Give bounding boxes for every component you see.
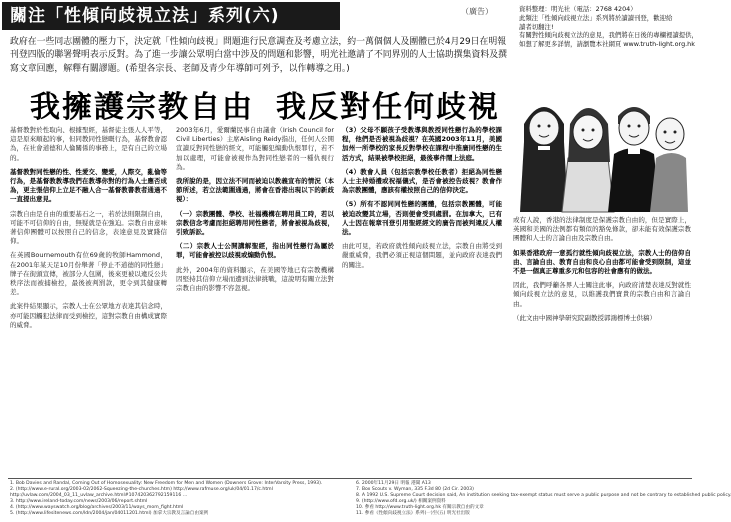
footnote: 9. (http://www.ofd.org.uk/) 相關案例資料 (356, 498, 446, 504)
footnote-divider (8, 478, 692, 479)
footnote: 4. (http://www.wayswatch.org/blog/archives/2003/11/ways_mom_fight.html (10, 504, 184, 510)
contact-line: 有關對性傾向歧視立法的意見，我們將在日後的專欄裡讀提供， (519, 31, 698, 40)
header (0, 0, 700, 49)
article-column-1 (10, 126, 167, 476)
paragraph: 宗教自由是自由的重要基石之一，若於法則限制自由，可能不可信仰的自由，無疑就是在強迫。宗教自由意味著信仰團體可以按照自己的信念，表達意見及實踐信仰。 (10, 209, 167, 246)
religious-figures-illustration (510, 62, 688, 212)
headline (30, 82, 500, 125)
article-column-3 (342, 126, 502, 476)
paragraph: （5）所有不認同同性戀的團體，包括宗教團體，可能被迫改變其立場，否則便會受到處罰。在加拿大，已有人士因在報章刊登引用聖經經文的廣告而被判違反人權法。 (342, 200, 502, 237)
footnote: 6. 2000年11月29日 明報 港聞 A13 (356, 481, 431, 486)
paragraph: 基督教對於性取向、根據聖經，基督徒主張人人平等，這是原來順起的事，但同教同性戀嘅行為，基督教會認為，在社會道德和人倫關係的事務上，是有自己的立場的。 (10, 126, 167, 162)
paragraph: 此外，2004年的資料顯示，在美國等地已有宗教機構因堅持其信仰立場而遭到法律挑戰，這說明有關立法對宗教自由的影響不容忽視。 (176, 265, 334, 293)
author-note: （此文由中國神學研究院副教授郭鴻標博士供稿） (513, 313, 656, 322)
ad-tag: （廣告） (461, 7, 493, 16)
paragraph: （二）宗教人士公開講解聖經，指出同性戀行為屬於罪，可能會被控以歧視或煽動仇恨。 (176, 242, 334, 260)
paragraph: 或有人說，香港的法律制度是保護宗教自由的，但是實際上，英國和美國的法例都有類似的豁免條款，卻未能有效保護宗教團體和人士的言論自由及宗教自由。 (513, 216, 691, 243)
girl-figure (562, 108, 614, 212)
footnotes-left (10, 481, 350, 521)
contact-line: 此類注「性傾向歧視立法」系列將於讀讀刊登，歡迎給 (519, 13, 673, 22)
headline-left: 我擁護宗教自由 (30, 90, 254, 125)
footnote: 7. Box Scouts v. Wyman, 335 F.3d 80 (2d Cir. 2003) (356, 486, 474, 492)
series-title: 關注「性傾向歧視立法」系列(六) (2, 2, 340, 30)
contact-line: 如想了解更多詳情，請瀏覽本社網頁 www.truth-light.org.hk (519, 40, 695, 49)
monk-figure (650, 118, 688, 212)
article-column-4 (513, 216, 691, 476)
paragraph: （4）教會人員（包括宗教學校任教者）拒絕為同性戀人士主持婚禮或祝福儀式，是否會被控告歧視？教會作為宗教團體，應該有權按照自己的信仰決定。 (342, 167, 502, 195)
footnotes-right (356, 481, 731, 521)
paragraph: 2003年6月，愛爾蘭民事自由議會（Irish Council for Civil Liberties）主席Aisling Reidy指出，任何人公開宣讀反對同性戀的經文，可能觸犯煽動仇恨罪行，若不加以處理，可能會被視作為對同性戀者的一種仇視行為。 (176, 126, 334, 171)
paragraph: 基督教對同性戀的性、性愛交、變愛，人際交，亂倫等行為，是基督教教導我們在教導你對的行為人士應否成為，更主張信仰上立足不融人合一基督教書教者通過不一直提出意見。 (10, 167, 167, 204)
footnote: 2. (http://www.e-rural.org/2003-02/2062-Squeezing-the-churches.htm) http://www.rafmuse.org/uk/04/01.17/c.html (10, 486, 273, 492)
nun-figure (520, 107, 568, 212)
paragraph: （3）父母不願孩子受教導與教授同性戀行為的學校課程，他們是否被視為歧視？在英國2003年11月，美國加州一所學校的家長反對學校在課程中推廣同性戀的生活方式，結果被學校拒絕，最後事件鬧上法庭。 (342, 126, 502, 162)
paragraph: 在英國Bournemouth有位69歲的牧師Hammond，在2001年某天足10月份舉著「停止不道德的同性戀」牌子在街頭宣傳，被部分人包圍，後來更被以違反公共秩序法而被捕檢控，最後被判罰款，更令到其健康轉差。 (10, 251, 167, 297)
article-column-2 (176, 126, 334, 476)
footnote: 1. Bob Davies and Randal, Coming Out of Homosexuality: New Freedom for Men and Women (Downers Grove: InterVarsity Press, 1993). (10, 481, 323, 486)
intro-paragraph: 政府在一些同志團體的壓力下，決定就「性傾向歧視」問題進行民意調查及考慮立法，約一萬個個人及團體已於4月29日在明報刊登四版的聯署聲明表示反對。為了進一步讓公眾明白當中涉及的問題和影響，明光社邀請了不同界別的人士協助撰集資料及撰寫文章回應，解釋有關謬題。(希望各宗長、老師及青少年導師可列予，以作轉導之用。) (10, 37, 507, 74)
paragraph: 此案件結果顯示，宗教人士在公眾地方表達其信念時，亦可能因觸犯法律而受到檢控，這對宗教自由構成實際的威脅。 (10, 302, 167, 329)
contact-box (519, 5, 697, 49)
paragraph: 由此可見，若政府就性傾向歧視立法，宗教自由將受到嚴重威脅，我們必須正視這個問題，並向政府表達我們的關注。 (342, 242, 502, 269)
paragraph: 我所說的是，因立法不同而被迫以教義宣布的情況（本節所述，若立法範圍通過，將會在香港出現以下的新歧視）： (176, 177, 334, 204)
contact-line: 讀者切翻注! (519, 22, 554, 31)
footnote: http://uvlaw.com/2004_03_11_uvlaw_archive.html#107420362792159116 … (10, 492, 188, 498)
paragraph: 因此，我們呼籲各界人士關注此事，向政府清楚表達反對就性傾向歧視立法的意見，以維護我們寶貴的宗教自由和言論自由。 (513, 281, 691, 308)
footnote: 10. 參看 http://www.truth-light.org.hk 有關宗教自由的文章 (356, 504, 484, 510)
paragraph: 如果香港政府一意孤行就性傾向歧視立法，宗教人士的信仰自由、言論自由、教育自由和良心自由都可能會受到限制，這並不是一個真正尊重多元和包容的社會應有的做法。 (513, 248, 691, 276)
footnote: 5. (http://www.lifesitenews.com/ldn/2004/jan/04011201.html) 加拿大宗教及言論自由案例 (10, 510, 209, 516)
footnote: 8. A 1992 U.S. Supreme Court decision said, An institution seeking tax-exempt status must serve a public purpose and not be contrary to established public policy. (356, 492, 731, 498)
footnote: 3. http://www.ireland-today.com/news/2003/06/report.shtml (10, 498, 148, 504)
footnote: 11. 參看《性傾向歧視立法》系列(一)至(五) 明光社出版 (356, 510, 470, 516)
paragraph: （一）宗教團體、學校、社福機構在聘用員工時，若以宗教信念考慮而拒絕聘用同性戀者，將會被視為歧視，引致訴訟。 (176, 209, 334, 237)
contact-line: 資料整理：明光社（電話：2768 4204） (519, 5, 637, 13)
headline-right: 我反對任何歧視 (276, 90, 500, 125)
